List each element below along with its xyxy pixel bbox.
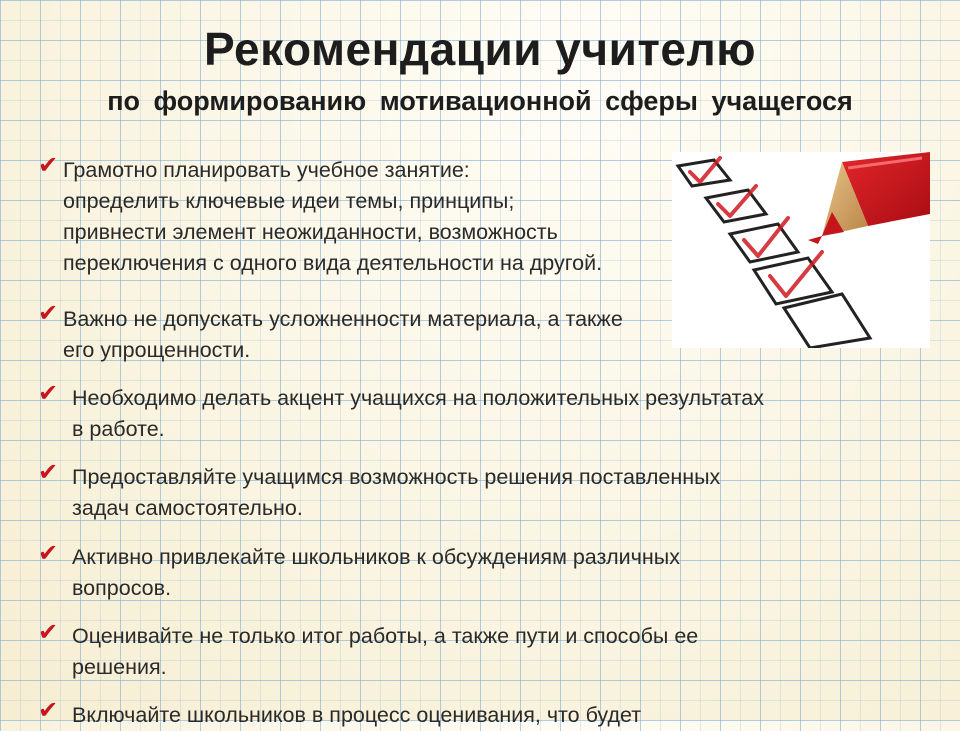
list-item bbox=[72, 462, 720, 524]
list-item-line: в работе. bbox=[72, 417, 165, 441]
checkmark-icon: ✔ bbox=[38, 379, 59, 407]
list-item-line: Необходимо делать акцент учащихся на положительных результатах bbox=[72, 386, 764, 410]
list-item bbox=[72, 383, 764, 445]
list-item bbox=[63, 155, 602, 279]
checkmark-icon: ✔ bbox=[38, 539, 59, 567]
list-item bbox=[72, 700, 641, 731]
list-item-line: решения. bbox=[72, 655, 167, 679]
page-title: Рекомендации учителю bbox=[203, 23, 756, 75]
list-item-line: Предоставляйте учащимся возможность решения поставленных bbox=[72, 465, 721, 489]
list-item-line: Важно не допускать усложненности материала, а также bbox=[63, 307, 623, 331]
checkmark-icon: ✔ bbox=[38, 618, 59, 646]
list-item-line: определить ключевые идеи темы, принципы; bbox=[63, 189, 515, 213]
list-item-line: его упрощенности. bbox=[63, 338, 251, 362]
checkmark-icon: ✔ bbox=[38, 696, 59, 724]
checkmark-icon: ✔ bbox=[38, 299, 59, 327]
list-item-line: задач самостоятельно. bbox=[72, 496, 303, 520]
list-item-line: Активно привлекайте школьников к обсуждениям различных bbox=[72, 545, 680, 569]
list-item-line: привнести элемент неожиданности, возможность bbox=[63, 220, 558, 244]
page-subtitle: по формированию мотивационной сферы учащегося bbox=[107, 86, 853, 116]
checklist-pencil-illustration bbox=[672, 152, 930, 348]
list-item-line: Грамотно планировать учебное занятие: bbox=[63, 158, 470, 182]
list-item bbox=[72, 542, 680, 604]
list-item-line: Оценивайте не только итог работы, а также пути и способы ее bbox=[72, 624, 699, 648]
list-item-line: переключения с одного вида деятельности на другой. bbox=[63, 251, 603, 275]
list-item bbox=[72, 621, 698, 683]
list-item-line: Включайте школьников в процесс оценивания, что будет bbox=[72, 703, 642, 727]
list-item bbox=[63, 304, 623, 366]
checkmark-icon: ✔ bbox=[38, 458, 59, 486]
checkmark-icon: ✔ bbox=[38, 151, 59, 179]
list-item-line: вопросов. bbox=[72, 576, 172, 600]
